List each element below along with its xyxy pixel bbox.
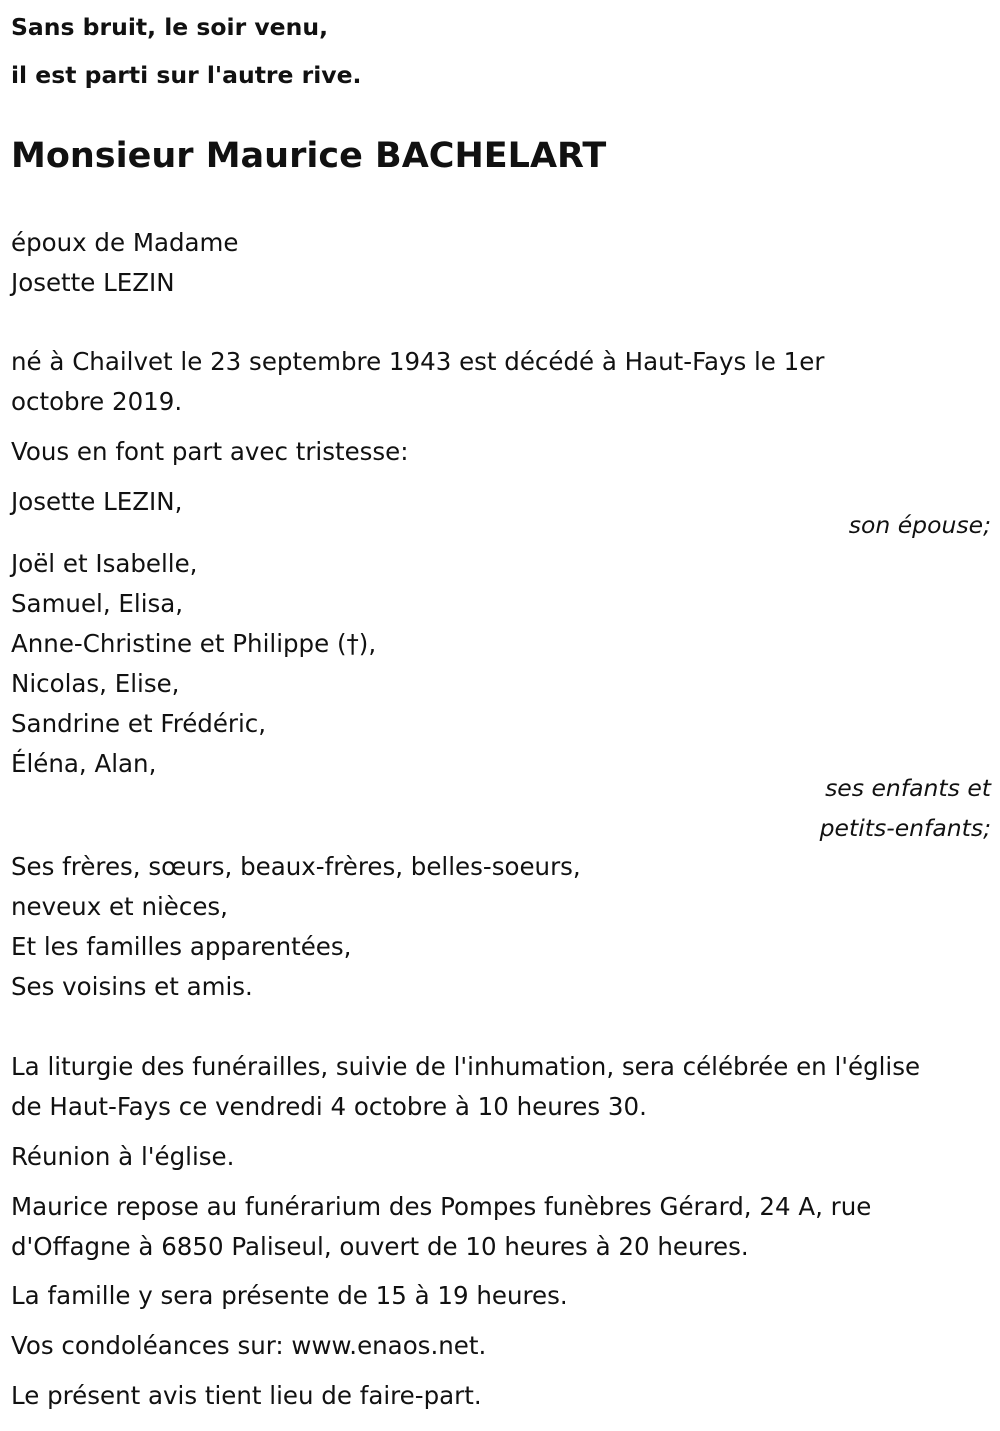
children-relation-line-1: ses enfants et: [825, 774, 991, 802]
child-line: Éléna, Alan,: [11, 749, 157, 778]
child-line: Samuel, Elisa,: [11, 589, 184, 618]
obituary-notice: [11, 0, 991, 1431]
child-line-with-deceased: [11, 629, 376, 659]
child-line: Joël et Isabelle,: [11, 549, 198, 578]
relatives-line: neveux et nièces,: [11, 892, 228, 921]
spouse-line-1: époux de Madame: [11, 228, 239, 257]
epigraph-line-2: il est parti sur l'autre rive.: [11, 61, 362, 89]
children-relation-line-2: petits-enfants;: [819, 814, 991, 842]
liturgy-line-2: de Haut-Fays ce vendredi 4 octobre à 10 heures 30.: [11, 1092, 647, 1121]
child-line: Nicolas, Elise,: [11, 669, 180, 698]
child-line: Sandrine et Frédéric,: [11, 709, 267, 738]
deceased-name: Monsieur Maurice BACHELART: [11, 136, 607, 176]
rest-info-line-1: Maurice repose au funérarium des Pompes funèbres Gérard, 24 A, rue: [11, 1192, 872, 1221]
birth-death-line-1: né à Chailvet le 23 septembre 1943 est décédé à Haut-Fays le 1er: [11, 347, 825, 376]
spouse-line-2: Josette LEZIN: [11, 268, 175, 297]
child-line-close: ),: [358, 629, 377, 658]
family-spouse-relation: son épouse;: [848, 511, 991, 539]
epigraph-line-1: Sans bruit, le soir venu,: [11, 13, 328, 41]
family-presence-info: La famille y sera présente de 15 à 19 heures.: [11, 1281, 568, 1310]
announcement-intro: Vous en font part avec tristesse:: [11, 437, 409, 466]
family-spouse-name: Josette LEZIN,: [11, 487, 183, 516]
meeting-info: Réunion à l'église.: [11, 1142, 235, 1171]
relatives-line: Ses voisins et amis.: [11, 972, 253, 1001]
relatives-line: Ses frères, sœurs, beaux-frères, belles-soeurs,: [11, 852, 581, 881]
relatives-line: Et les familles apparentées,: [11, 932, 352, 961]
child-line-text: Anne-Christine et Philippe (: [11, 629, 347, 658]
rest-info-line-2: d'Offagne à 6850 Paliseul, ouvert de 10 heures à 20 heures.: [11, 1232, 749, 1261]
cross-icon: †: [346, 629, 359, 658]
condolences-info: Vos condoléances sur: www.enaos.net.: [11, 1331, 487, 1360]
liturgy-line-1: La liturgie des funérailles, suivie de l'inhumation, sera célébrée en l'église: [11, 1052, 921, 1081]
birth-death-line-2: octobre 2019.: [11, 387, 183, 416]
notice-info: Le présent avis tient lieu de faire-part.: [11, 1381, 482, 1410]
